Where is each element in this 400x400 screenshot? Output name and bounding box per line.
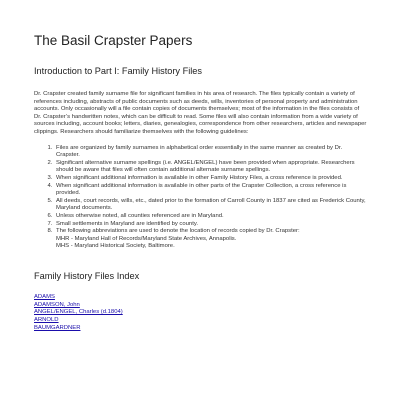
index-link-arnold[interactable]: ARNOLD: [34, 317, 59, 324]
family-index-list: [34, 294, 366, 333]
guideline-text: The following abbreviations are used to denote the location of records copied by Dr. Crapster:: [56, 228, 300, 235]
index-item: [34, 317, 366, 325]
guidelines-list: [34, 145, 367, 251]
index-link-adamson-john[interactable]: ADAMSON, John: [34, 301, 80, 308]
guideline-text: All deeds, court records, wills, etc., dated prior to the formation of Carroll County in 1837 are cited as Frederick County, Maryland documents.: [56, 197, 366, 212]
guideline-item: [54, 175, 367, 183]
index-item: [34, 294, 366, 302]
guideline-item: [54, 145, 367, 160]
index-heading: Family History Files Index: [34, 270, 140, 281]
page-title: The Basil Crapster Papers: [34, 33, 193, 48]
abbreviation-mhr: MHR - Maryland Hall of Records/Maryland State Archives, Annapolis.: [56, 235, 237, 242]
guideline-item: [54, 228, 367, 251]
guideline-item: [54, 221, 367, 229]
intro-heading: Introduction to Part I: Family History Files: [34, 66, 202, 76]
index-item: [34, 309, 366, 317]
guideline-text: Files are organized by family surnames in alphabetical order essentially in the same manner as created by Dr. Crapster.: [56, 144, 343, 159]
guideline-text: Unless otherwise noted, all counties referenced are in Maryland.: [56, 212, 224, 219]
guideline-item: [54, 160, 367, 175]
guideline-item: [54, 198, 367, 213]
index-item: [34, 302, 366, 310]
intro-paragraph: Dr. Crapster created family surname file for significant families in his area of research. The files typically contain a variety of references including, abstracts of public documents such as deeds, wills, inventories of personal property and administration accounts. Only occasionally will a file contain copies of documents themselves; most of the information in the files consists of Dr. Crapster’s handwritten notes, which can be difficult to read. Some files will also contain information from a wide variety of sources including, account books; letters, diaries, genealogies, correspondence from other researchers, articles and newspaper clippings. Researchers should familiarize themselves with the following guidelines:: [34, 91, 367, 135]
abbreviation-mhs: MHS - Maryland Historical Society, Baltimore.: [56, 243, 175, 250]
guideline-text: Significant alternative surname spellings (i.e. ANGEL/ENGEL) have been provided when appropriate. Researchers should be aware that files will often contain additional alternate surname spellings.: [56, 159, 355, 174]
index-item: [34, 325, 366, 333]
index-link-baumgardner[interactable]: BAUMGARDNER: [34, 325, 81, 332]
guideline-text: Small settlements in Maryland are identified by county.: [56, 220, 198, 227]
guideline-item: [54, 213, 367, 221]
guideline-text: When significant additional information is available in other Family History Files, a cross reference is provided.: [56, 174, 343, 181]
index-link-angel-engel-charles[interactable]: ANGEL/ENGEL, Charles (d.1804): [34, 309, 123, 316]
guideline-item: [54, 183, 367, 198]
guideline-text: When significant additional information is available in other parts of the Crapster Collection, a cross reference is provided.: [56, 182, 347, 197]
index-link-adams[interactable]: ADAMS: [34, 293, 55, 300]
